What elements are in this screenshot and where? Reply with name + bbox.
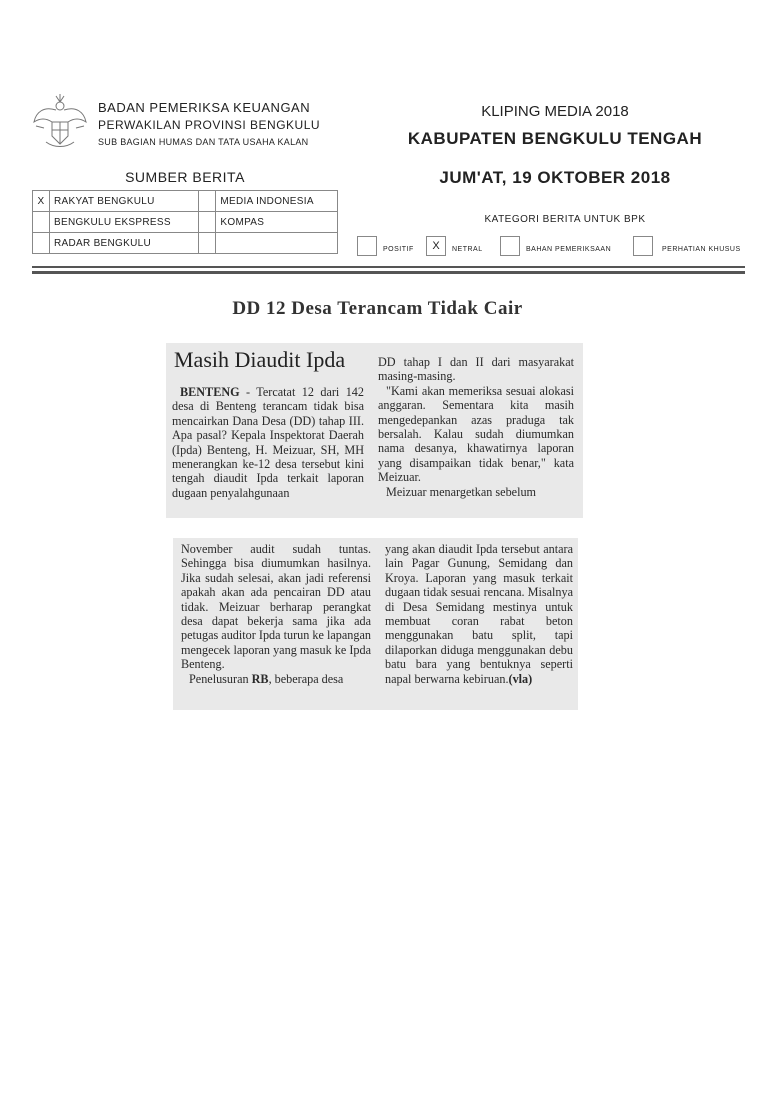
source-mark (33, 233, 50, 254)
source-name (216, 233, 338, 254)
article-text: "Kami akan memeriksa sesuai alokasi anggaran. Sementara kita masih mengedepankan azas praduga tak bersalah. Kalau sudah diumumkan nama desanya, khawatirnya laporan yang disampaikan tidak benar," kata Meizuar. (378, 383, 574, 485)
source-name: KOMPAS (216, 212, 338, 233)
article-text: November audit sudah tuntas. Sehingga bisa diumumkan hasilnya. Jika sudah selesai, akan jadi referensi apakah akan ada pencairan DD atau tidak. Meizuar berharap perangkat desa dapat bekerja sama jika ada petugas auditor Ipda turun ke lapangan mengecek laporan yang masuk ke Ipda Benteng. (181, 542, 371, 672)
article-text: , beberapa desa (268, 671, 344, 686)
category-checkbox-perhatian (633, 236, 653, 256)
source-name: RADAR BENGKULU (50, 233, 199, 254)
category-label-netral: NETRAL (452, 246, 483, 253)
article-column (181, 542, 371, 686)
clipping-date: JUM'AT, 19 OKTOBER 2018 (439, 168, 671, 187)
article-text: Penelusuran (189, 671, 252, 686)
source-name: BENGKULU EKSPRESS (50, 212, 199, 233)
dateline: BENTENG (180, 385, 240, 399)
article-headline: DD 12 Desa Terancam Tidak Cair (232, 298, 523, 319)
source-mark: X (33, 191, 50, 212)
category-checkbox-bahan (500, 236, 520, 256)
kabupaten-title: KABUPATEN BENGKULU TENGAH (407, 129, 703, 148)
table-row (33, 191, 338, 212)
article-text: Meizuar menargetkan sebelum (386, 484, 537, 499)
article-subheadline: Masih Diaudit Ipda (174, 347, 346, 372)
source-mark (199, 233, 216, 254)
garuda-emblem-icon (30, 92, 90, 152)
source-mark (33, 212, 50, 233)
source-mark (199, 212, 216, 233)
article-text: yang akan diaudit Ipda tersebut antara lain Pagar Gunung, Semidang dan Kroya. Laporan yang masuk terkait dugaan tidak sesuai rencana. Misalnya di Desa Semidang mestinya untuk membuat coran rabat beton menggunakan batu split, tapi dilaporkan diduga menggunakan debu batu bara yang bentuknya seperti napal berwarna kebiruan. (385, 542, 573, 686)
article-column (172, 385, 364, 500)
source-name: RAKYAT BENGKULU (50, 191, 199, 212)
divider (32, 271, 745, 274)
byline: (vla) (508, 671, 533, 686)
sources-table (32, 190, 338, 254)
article-text: - Tercatat 12 dari 142 desa di Benteng terancam tidak bisa mencairkan Dana Desa (DD) tahap III. Apa pasal? Kepala Inspektorat Daerah (Ipda) Benteng, H. Meizuar, SH, MH menerangkan ke-12 desa tersebut kini tengah diaudit Ipda terkait laporan dugaan penyalahgunaan (172, 385, 364, 500)
source-mark (199, 191, 216, 212)
article-column (385, 542, 573, 686)
category-label-perhatian: PERHATIAN KHUSUS (662, 246, 741, 253)
sources-title: SUMBER BERITA (125, 169, 245, 185)
category-checkbox-positif (357, 236, 377, 256)
org-name-line1: BADAN PEMERIKSA KEUANGAN (98, 100, 311, 115)
category-label-positif: POSITIF (383, 246, 414, 253)
divider (32, 266, 745, 268)
category-checkbox-netral: X (426, 236, 446, 256)
article-column (378, 355, 574, 499)
news-clipping-bottom (173, 538, 578, 710)
category-title: KATEGORI BERITA UNTUK BPK (484, 214, 646, 225)
kliping-title: KLIPING MEDIA 2018 (481, 103, 629, 120)
org-name-line3: SUB BAGIAN HUMAS DAN TATA USAHA KALAN (98, 137, 309, 147)
org-name-line2: PERWAKILAN PROVINSI BENGKULU (98, 118, 321, 132)
table-row (33, 233, 338, 254)
source-name: MEDIA INDONESIA (216, 191, 338, 212)
article-text: DD tahap I dan II dari masyarakat masing-masing. (378, 355, 574, 384)
news-clipping-top (166, 343, 583, 518)
table-row (33, 212, 338, 233)
category-label-bahan: BAHAN PEMERIKSAAN (526, 246, 612, 253)
article-text-bold: RB (251, 671, 269, 686)
